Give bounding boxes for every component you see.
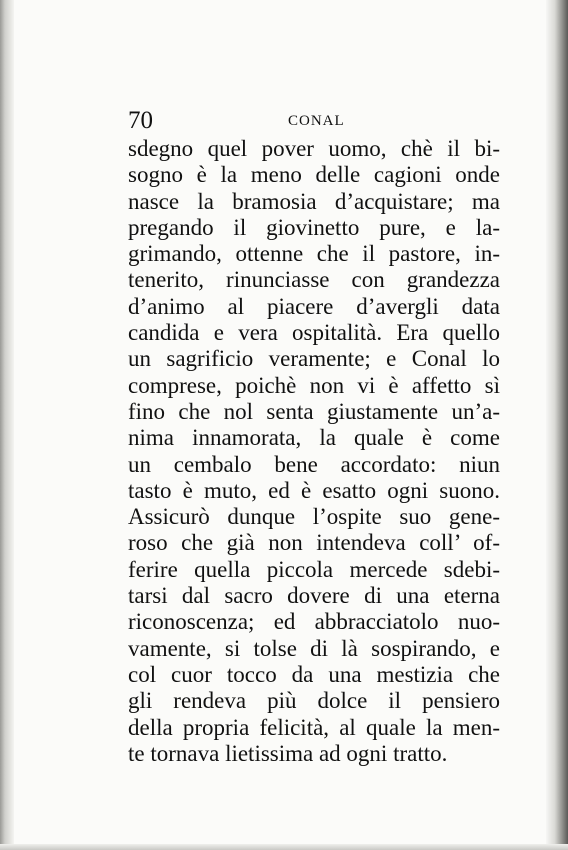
text-line: nima innamorata, la quale è come (128, 425, 500, 451)
text-line: riconoscenza; ed abbracciatolo nuo- (128, 609, 500, 635)
text-line: d’animo al piacere d’avergli data (128, 293, 500, 319)
text-line: tasto è muto, ed è esatto ogni suono. (128, 477, 500, 503)
text-line: pregando il giovinetto pure, e la- (128, 214, 500, 240)
text-line: comprese, poichè non vi è affetto sì (128, 372, 500, 398)
text-line: tenerito, rinunciasse con grandezza (128, 267, 500, 293)
page-right-edge (546, 0, 568, 850)
text-line: roso che già non intendeva coll’ of- (128, 530, 500, 556)
text-line: un cembalo bene accordato: niun (128, 451, 500, 477)
text-line: ferire quella piccola mercede sdebi- (128, 556, 500, 582)
text-line: un sagrificio veramente; e Conal lo (128, 346, 500, 372)
text-line: candida e vera ospitalità. Era quello (128, 320, 500, 346)
text-line: tarsi dal sacro dovere di una eterna (128, 583, 500, 609)
text-line: sdegno quel pover uomo, chè il bi- (128, 136, 500, 161)
text-line: gli rendeva più dolce il pensiero (128, 688, 500, 714)
text-line: col cuor tocco da una mestizia che (128, 661, 500, 687)
text-line: Assicurò dunque l’ospite suo gene- (128, 504, 500, 530)
text-line: fino che nol senta giustamente un’a- (128, 398, 500, 424)
page-header (128, 106, 500, 136)
page-bottom-edge (0, 844, 568, 850)
page-left-edge (0, 0, 14, 850)
text-line: della propria felicità, al quale la men- (128, 714, 500, 740)
page-number: 70 (128, 107, 153, 134)
text-line: grimando, ottenne che il pastore, in- (128, 241, 500, 267)
text-line: te tornava lietissima ad ogni tratto. (128, 740, 448, 766)
text-line: nasce la bramosia d’acquistare; ma (128, 188, 500, 214)
running-title: CONAL (288, 113, 345, 129)
body-text (128, 136, 500, 767)
text-line: vamente, si tolse di là sospirando, e (128, 635, 500, 661)
text-line: sogno è la meno delle cagioni onde (128, 162, 500, 188)
